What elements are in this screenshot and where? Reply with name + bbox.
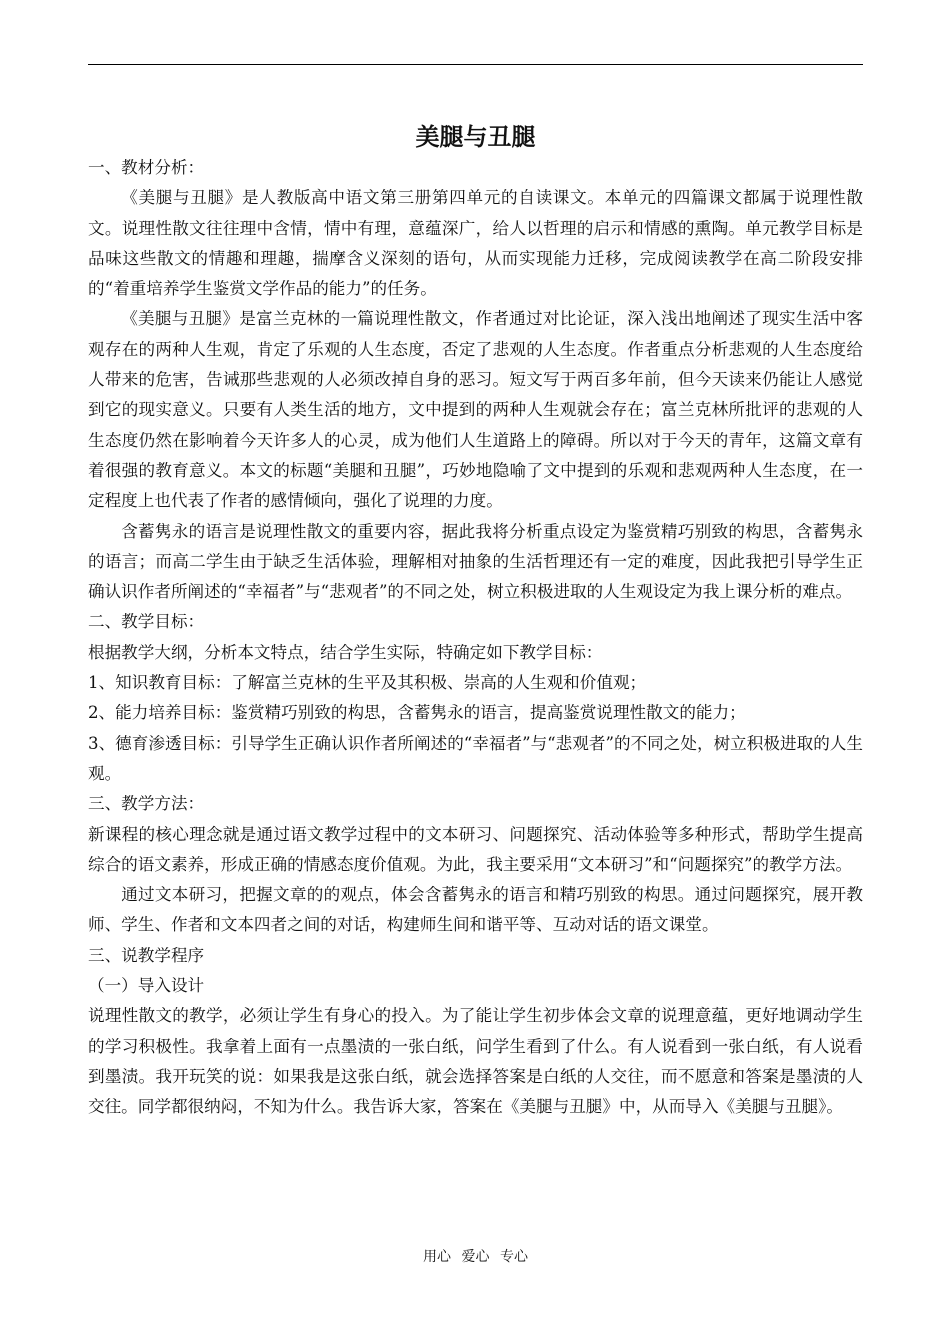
document-title: 美腿与丑腿 <box>415 123 536 151</box>
subsection-heading-introduction: （一）导入设计 <box>88 976 205 996</box>
document-page <box>88 0 863 1342</box>
header-rule <box>88 64 863 65</box>
paragraph-key-difficult-points: 含蓄隽永的语言是说理性散文的重要内容，据此我将分析重点设定为鉴赏精巧别致的构思，含蓄隽永的语言；而高二学生由于缺乏生活体验，理解相对抽象的生活哲理还有一定的难度，因此我把引导学生正确认识作者所阐述的“幸福者”与“悲观者”的不同之处，树立积极进取的人生观设定为我上课分析的难点。 <box>88 521 863 602</box>
paragraph-goals-intro: 根据教学大纲，分析本文特点，结合学生实际，特确定如下教学目标： <box>88 642 603 662</box>
section-heading-teaching-goals: 二、教学目标： <box>88 612 205 632</box>
section-heading-teaching-procedure: 三、说教学程序 <box>88 945 205 965</box>
paragraph-introduction-design: 说理性散文的教学，必须让学生有身心的投入。为了能让学生初步体会文章的说理意蕴，更好地调动学生的学习积极性。我拿着上面有一点墨渍的一张白纸，问学生看到了什么。有人说看到一张白纸，有人说看到墨渍。我开玩笑的说：如果我是这张白纸，就会选择答案是白纸的人交往，而不愿意和答案是墨渍的人交往。同学都很纳闷，不知为什么。我告诉大家，答案在《美腿与丑腿》中，从而导入《美腿与丑腿》。 <box>88 1006 863 1117</box>
list-item-ability-goal: 2、能力培养目标：鉴赏精巧别致的构思，含蓄隽永的语言，提高鉴赏说理性散文的能力； <box>88 703 746 723</box>
list-item-moral-goal: 3、德育渗透目标：引导学生正确认识作者所阐述的“幸福者”与“悲观者”的不同之处，树立积极进取的人生观。 <box>88 733 863 783</box>
paragraph-methods-core: 新课程的核心理念就是通过语文教学过程中的文本研习、问题探究、活动体验等多种形式，帮助学生提高综合的语文素养，形成正确的情感态度价值观。为此，我主要采用“文本研习”和“问题探究”的教学方法。 <box>88 824 863 874</box>
paragraph-essay-analysis: 《美腿与丑腿》是富兰克林的一篇说理性散文，作者通过对比论证，深入浅出地阐述了现实生活中客观存在的两种人生观，肯定了乐观的人生态度，否定了悲观的人生态度。作者重点分析悲观的人生态度给人带来的危害，告诫那些悲观的人必须改掉自身的恶习。短文写于两百多年前，但今天读来仍能让人感觉到它的现实意义。只要有人类生活的地方，文中提到的两种人生观就会存在；富兰克林所批评的悲观的人生态度仍然在影响着今天许多人的心灵，成为他们人生道路上的障碍。所以对于今天的青年，这篇文章有着很强的教育意义。本文的标题“美腿和丑腿”，巧妙地隐喻了文中提到的乐观和悲观两种人生态度，在一定程度上也代表了作者的感情倾向，强化了说理的力度。 <box>88 309 863 511</box>
section-heading-textbook-analysis: 一、教材分析： <box>88 158 205 177</box>
paragraph-methods-detail: 通过文本研习，把握文章的的观点，体会含蓄隽永的语言和精巧别致的构思。通过问题探究，展开教师、学生、作者和文本四者之间的对话，构建师生间和谐平等、互动对话的语文课堂。 <box>88 885 863 935</box>
list-item-knowledge-goal: 1、知识教育目标：了解富兰克林的生平及其积极、崇高的人生观和价值观； <box>88 673 647 693</box>
section-heading-teaching-methods: 三、教学方法： <box>88 794 205 814</box>
document-body <box>88 153 863 1123</box>
paragraph-unit-overview: 《美腿与丑腿》是人教版高中语文第三册第四单元的自读课文。本单元的四篇课文都属于说理性散文。说理性散文往往理中含情，情中有理，意蕴深广，给人以哲理的启示和情感的熏陶。单元教学目标是品味这些散文的情趣和理趣，揣摩含义深刻的语句，从而实现能力迁移，完成阅读教学在高二阶段安排的“着重培养学生鉴赏文学作品的能力”的任务。 <box>88 188 863 299</box>
page-footer: 用心 爱心 专心 <box>423 1249 528 1265</box>
